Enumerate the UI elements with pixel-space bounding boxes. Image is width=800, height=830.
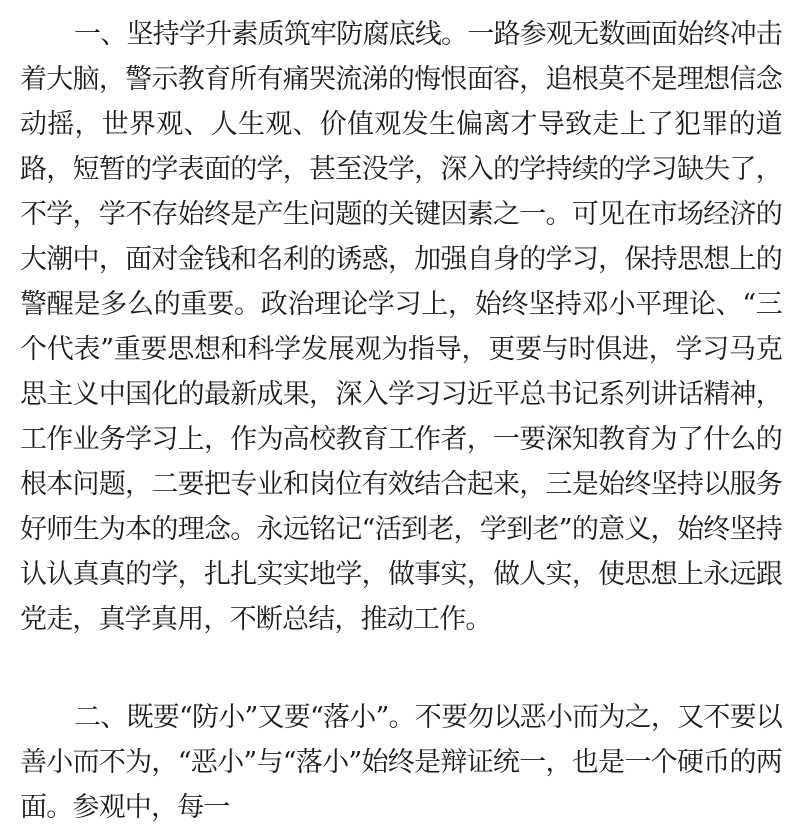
paragraph-2: 二、既要“防小”又要“落小”。不要勿以恶小而为之，又不要以善小而不为，“恶小”与“落小”始终是辩证统一，也是一个硬币的两面。参观中，每一 (20, 702, 782, 823)
paragraph-1: 一、坚持学升素质筑牢防腐底线。一路参观无数画面始终冲击着大脑，警示教育所有痛哭流涕的悔恨面容，追根莫不是理想信念动摇，世界观、人生观、价值观发生偏离才导致走上了犯罪的道路，短暂的学表面的学，甚至没学，深入的学持续的学习缺失了，不学，学不存始终是产生问题的关键因素之一。可见在市场经济的大潮中，面对金钱和名利的诱惑，加强自身的学习，保持思想上的警醒是多么的重要。政治理论学习上，始终坚持邓小平理论、“三个代表”重要思想和科学发展观为指导，更要与时俱进，学习马克思主义中国化的最新成果，深入学习习近平总书记系列讲话精神，工作业务学习上，作为高校教育工作者，一要深知教育为了什么的根本问题，二要把专业和岗位有效结合起来，三是始终坚持以服务好师生为本的理念。永远铭记“活到老，学到老”的意义，始终坚持认认真真的学，扎扎实实地学，做事实，做人实，使思想上永远跟党走，真学真用，不断总结，推动工作。 (20, 19, 782, 635)
